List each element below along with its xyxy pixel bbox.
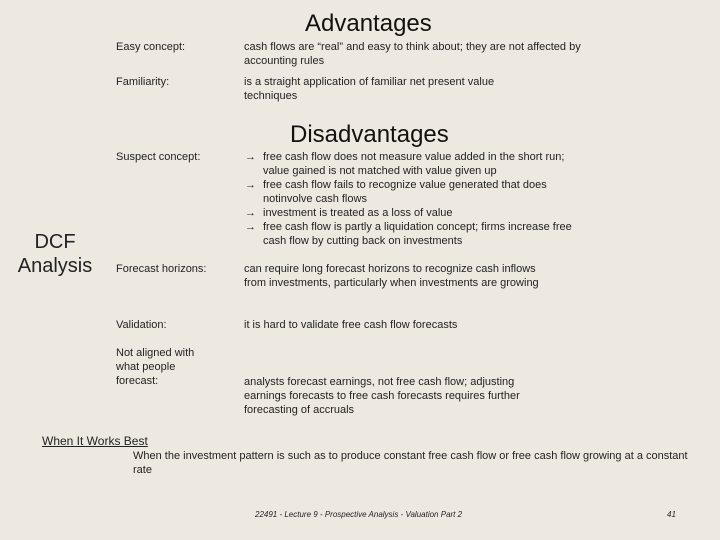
row-label: Not aligned with what people forecast: bbox=[116, 347, 195, 387]
disadvantages-heading: Disadvantages bbox=[290, 121, 449, 148]
bullet bbox=[245, 206, 580, 220]
row-text: analysts forecast earnings, not free cash flow; adjusting earnings forecasts to free cash forecasts requires further forecasting of accruals bbox=[244, 376, 520, 416]
arrow-icon: → bbox=[245, 221, 256, 233]
bullet bbox=[245, 150, 580, 178]
row-text: is a straight application of familiar net present value techniques bbox=[244, 76, 495, 102]
bullet-text: investment is treated as a loss of value bbox=[263, 207, 453, 219]
arrow-icon: → bbox=[245, 207, 256, 219]
page-number: 41 bbox=[667, 510, 676, 519]
row-label: Validation: bbox=[116, 319, 167, 331]
bullet bbox=[245, 220, 580, 248]
bullet-list bbox=[245, 150, 580, 248]
arrow-icon: → bbox=[245, 151, 256, 163]
row-label: Forecast horizons: bbox=[116, 263, 207, 275]
row-text: can require long forecast horizons to recognize cash inflows from investments, particularly when investments are growing bbox=[244, 263, 539, 289]
side-title-line: Analysis bbox=[17, 255, 93, 277]
row-label: Familiarity: bbox=[116, 76, 170, 88]
when-works-text: When the investment pattern is such as to produce constant free cash flow or free cash flow growing at a constant rate bbox=[133, 450, 688, 476]
bullet-text: free cash flow does not measure value added in the short run; value gained is not matched with value given up bbox=[263, 151, 565, 177]
bullet bbox=[245, 178, 580, 206]
footer-text: 22491 - Lecture 9 - Prospective Analysis - Valuation Part 2 bbox=[255, 510, 463, 519]
advantages-heading: Advantages bbox=[305, 10, 432, 37]
bullet-text: free cash flow fails to recognize value generated that does notinvolve cash flows bbox=[263, 179, 547, 205]
side-title bbox=[10, 230, 100, 278]
bullet-text: free cash flow is partly a liquidation concept; firms increase free cash flow by cutting back on investments bbox=[263, 221, 572, 247]
arrow-icon: → bbox=[245, 179, 256, 191]
row-text: cash flows are “real” and easy to think about; they are not affected by accounting rules bbox=[244, 41, 581, 67]
row-label: Easy concept: bbox=[116, 41, 186, 53]
row-label: Suspect concept: bbox=[116, 151, 201, 163]
when-works-heading: When It Works Best bbox=[42, 434, 148, 448]
row-text: it is hard to validate free cash flow forecasts bbox=[244, 319, 458, 331]
side-title-line: DCF bbox=[34, 231, 76, 253]
